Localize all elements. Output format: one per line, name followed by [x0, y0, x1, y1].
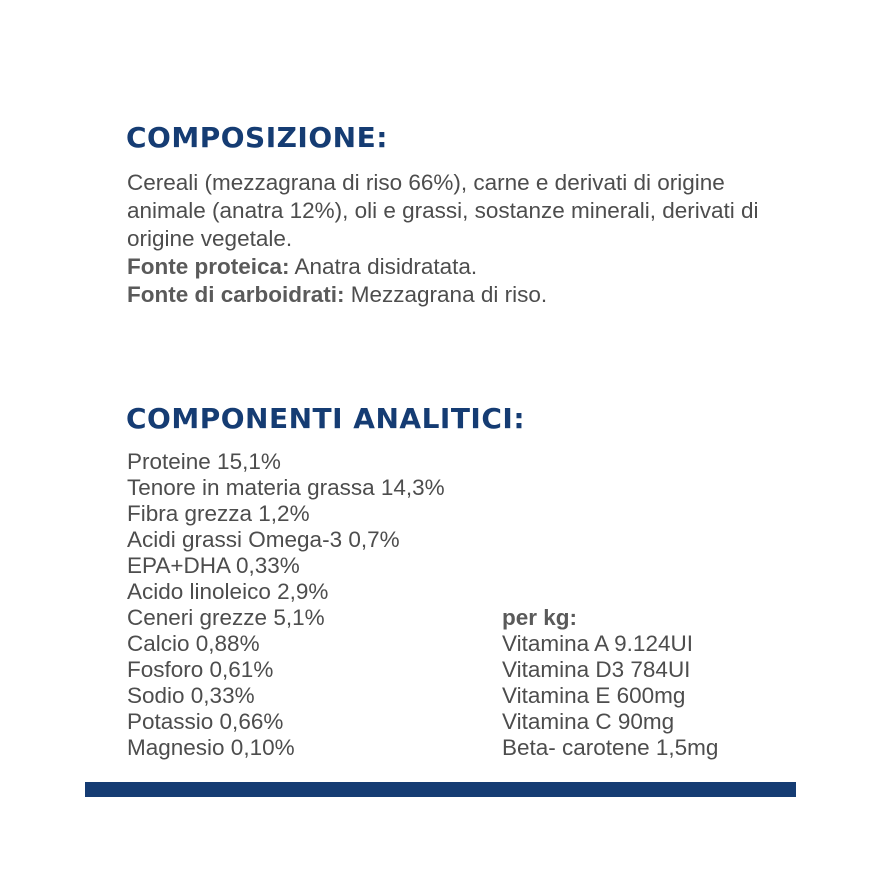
vitamin-item: Vitamina A 9.124UI: [502, 631, 693, 656]
carb-source-label: Fonte di carboidrati:: [127, 282, 345, 307]
per-kg-heading: per kg:: [502, 605, 578, 630]
analytics-item: Acido linoleico 2,9%: [127, 579, 329, 604]
analytics-item: Potassio 0,66%: [127, 709, 284, 734]
analytics-item: Proteine 15,1%: [127, 449, 281, 474]
vitamin-item: Beta- carotene 1,5mg: [502, 735, 719, 760]
vitamin-item: Vitamina C 90mg: [502, 709, 675, 734]
protein-source-line: [127, 253, 807, 281]
analytics-item: Tenore in materia grassa 14,3%: [127, 475, 445, 500]
analytics-list: [127, 449, 445, 761]
composition-heading: COMPOSIZIONE:: [126, 121, 388, 154]
protein-source-label: Fonte proteica:: [127, 254, 290, 279]
carb-source-value: Mezzagrana di riso.: [344, 282, 548, 307]
composition-block: [127, 169, 807, 309]
analytics-item: Magnesio 0,10%: [127, 735, 295, 760]
protein-source-value: Anatra disidratata.: [289, 254, 478, 279]
analytics-heading: COMPONENTI ANALITICI:: [126, 402, 526, 435]
analytics-item: Calcio 0,88%: [127, 631, 260, 656]
analytics-item: Ceneri grezze 5,1%: [127, 605, 325, 630]
vitamin-item: Vitamina E 600mg: [502, 683, 686, 708]
vitamin-item: Vitamina D3 784UI: [502, 657, 691, 682]
vitamins-list: [502, 605, 718, 761]
bottom-divider-bar: [85, 782, 796, 797]
carb-source-line: [127, 281, 807, 309]
analytics-item: Fibra grezza 1,2%: [127, 501, 310, 526]
analytics-item: EPA+DHA 0,33%: [127, 553, 300, 578]
composition-text: Cereali (mezzagrana di riso 66%), carne e derivati di origine animale (anatra 12%), oli e grassi, sostanze minerali, derivati di origine vegetale.: [127, 170, 759, 251]
analytics-item: Acidi grassi Omega-3 0,7%: [127, 527, 400, 552]
analytics-item: Sodio 0,33%: [127, 683, 255, 708]
analytics-item: Fosforo 0,61%: [127, 657, 274, 682]
